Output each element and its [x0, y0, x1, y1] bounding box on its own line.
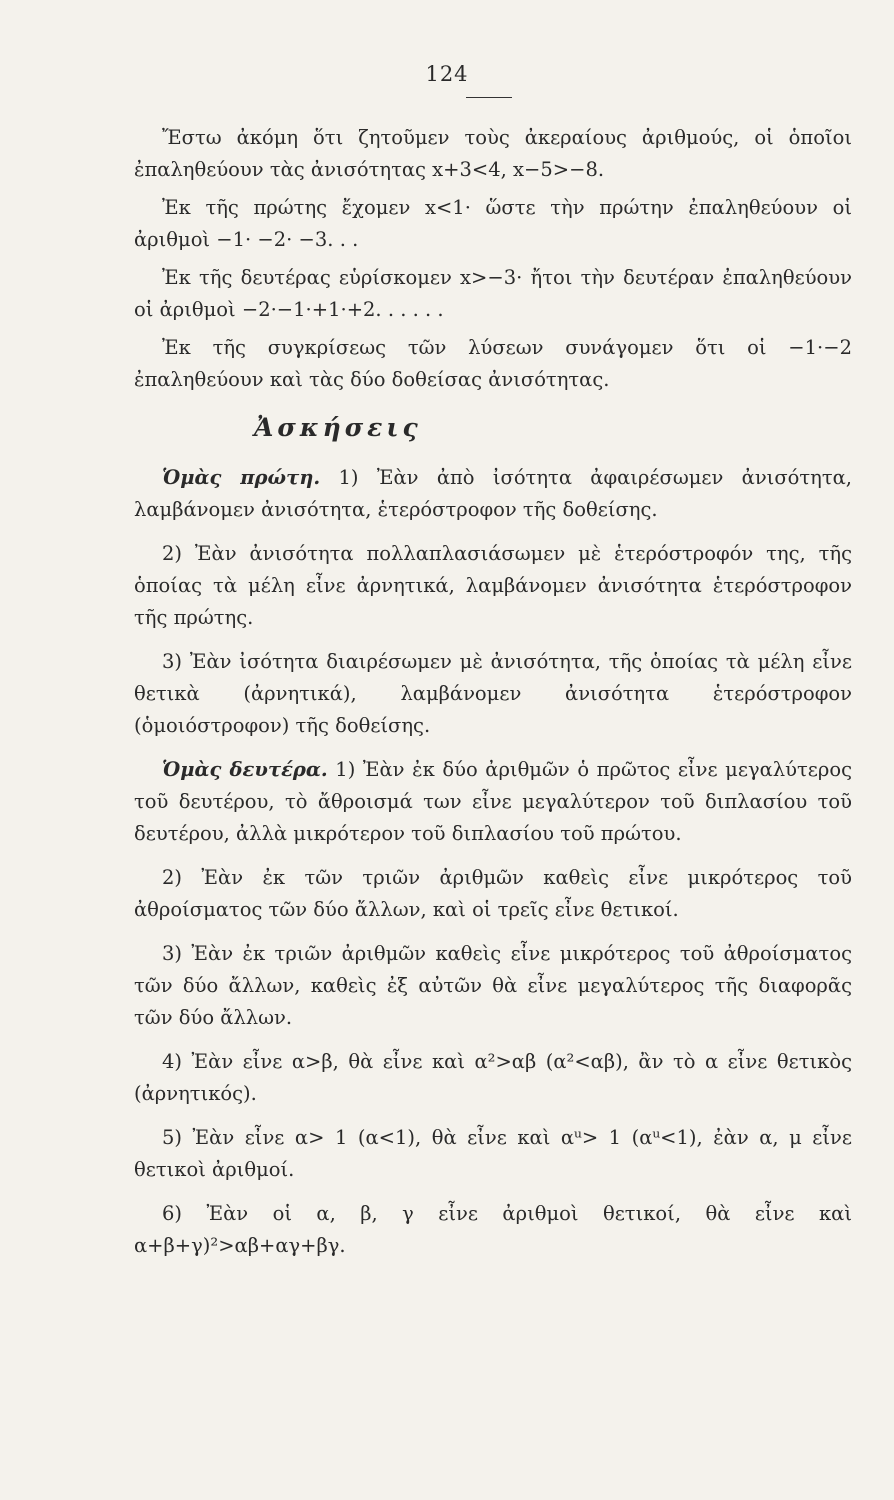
group-one-item-1-text: 1) Ἐὰν ἀπὸ ἰσότητα ἀφαιρέσωμεν ἀνισότητα, λαμβάνομεν ἀνισότητα, ἑτερόστροφον τῆς δοθείσης.: [134, 466, 853, 521]
group-one-label: Ὁμὰς πρώτη.: [162, 466, 321, 489]
intro-paragraph-2: Ἐκ τῆς πρώτης ἔχομεν x<1· ὥστε τὴν πρώτην ἐπαληθεύουν οἱ ἀριθμοὶ −1· −2· −3. . .: [134, 196, 852, 251]
intro-paragraph-3: Ἐκ τῆς δευτέρας εὑρίσκομεν x>−3· ἤτοι τὴν δευτέραν ἐπαληθεύουν οἱ ἀριθμοὶ −2·−1·+1·+2. . . . . .: [134, 266, 852, 321]
group-two-item-4: 4) Ἐὰν εἶνε α>β, θὰ εἶνε καὶ α²>αβ (α²<αβ), ἂν τὸ α εἶνε θετικὸς (ἀρνητικός).: [134, 1050, 852, 1105]
exercises-heading: Ἀσκήσεις: [254, 413, 422, 442]
page-number-underline: [466, 97, 512, 98]
group-two-item-5: 5) Ἐὰν εἶνε α> 1 (α<1), θὰ εἶνε καὶ αᵘ> 1 (αᵘ<1), ἐὰν α, μ εἶνε θετικοὶ ἀριθμοί.: [134, 1126, 852, 1181]
page-number: 124: [425, 62, 469, 86]
group-two-item-1-text: 1) Ἐὰν ἐκ δύο ἀριθμῶν ὁ πρῶτος εἶνε μεγαλύτερος τοῦ δευτέρου, τὸ ἄθροισμά των εἶνε μεγαλύτερον τοῦ διπλασίου τοῦ δευτέρου, ἀλλὰ μικρότερον τοῦ διπλασίου τοῦ πρώτου.: [134, 758, 852, 845]
intro-paragraph-4: Ἐκ τῆς συγκρίσεως τῶν λύσεων συνάγομεν ὅτι οἱ −1·−2 ἐπαληθεύουν καὶ τὰς δύο δοθείσας ἀνισότητας.: [134, 336, 852, 391]
group-two-item-6: 6) Ἐὰν οἱ α, β, γ εἶνε ἀριθμοὶ θετικοί, θὰ εἶνε καὶ α+β+γ)²>αβ+αγ+βγ.: [134, 1202, 852, 1257]
group-one-item-3: 3) Ἐὰν ἰσότητα διαιρέσωμεν μὲ ἀνισότητα, τῆς ὁποίας τὰ μέλη εἶνε θετικὰ (ἀρνητικά), λαμβάνομεν ἀνισότητα ἑτερόστροφον (ὁμοιόστροφον) τῆς δοθείσης.: [134, 650, 852, 737]
group-two-label: Ὁμὰς δευτέρα.: [162, 758, 328, 781]
page-text: [134, 122, 852, 1274]
group-two-item-2: 2) Ἐὰν ἐκ τῶν τριῶν ἀριθμῶν καθεὶς εἶνε μικρότερος τοῦ ἀθροίσματος τῶν δύο ἄλλων, καὶ οἱ τρεῖς εἶνε θετικοί.: [134, 866, 852, 921]
group-two-item-3: 3) Ἐὰν ἐκ τριῶν ἀριθμῶν καθεὶς εἶνε μικρότερος τοῦ ἀθροίσματος τῶν δύο ἄλλων, καθεὶς ἐξ αὐτῶν θὰ εἶνε μεγαλύτερος τῆς διαφορᾶς τῶν δύο ἄλλων.: [134, 942, 852, 1029]
intro-paragraph-1: Ἔστω ἀκόμη ὅτι ζητοῦμεν τοὺς ἀκεραίους ἀριθμούς, οἱ ὁποῖοι ἐπαληθεύουν τὰς ἀνισότητας x+3<4, x−5>−8.: [134, 126, 852, 181]
group-two-item-1: [134, 754, 852, 850]
group-one-item-1: [134, 462, 852, 526]
group-one-item-2: 2) Ἐὰν ἀνισότητα πολλαπλασιάσωμεν μὲ ἑτερόστροφόν της, τῆς ὁποίας τὰ μέλη εἶνε ἀρνητικά, λαμβάνομεν ἀνισότητα ἑτερόστροφον τῆς πρώτης.: [134, 542, 852, 629]
